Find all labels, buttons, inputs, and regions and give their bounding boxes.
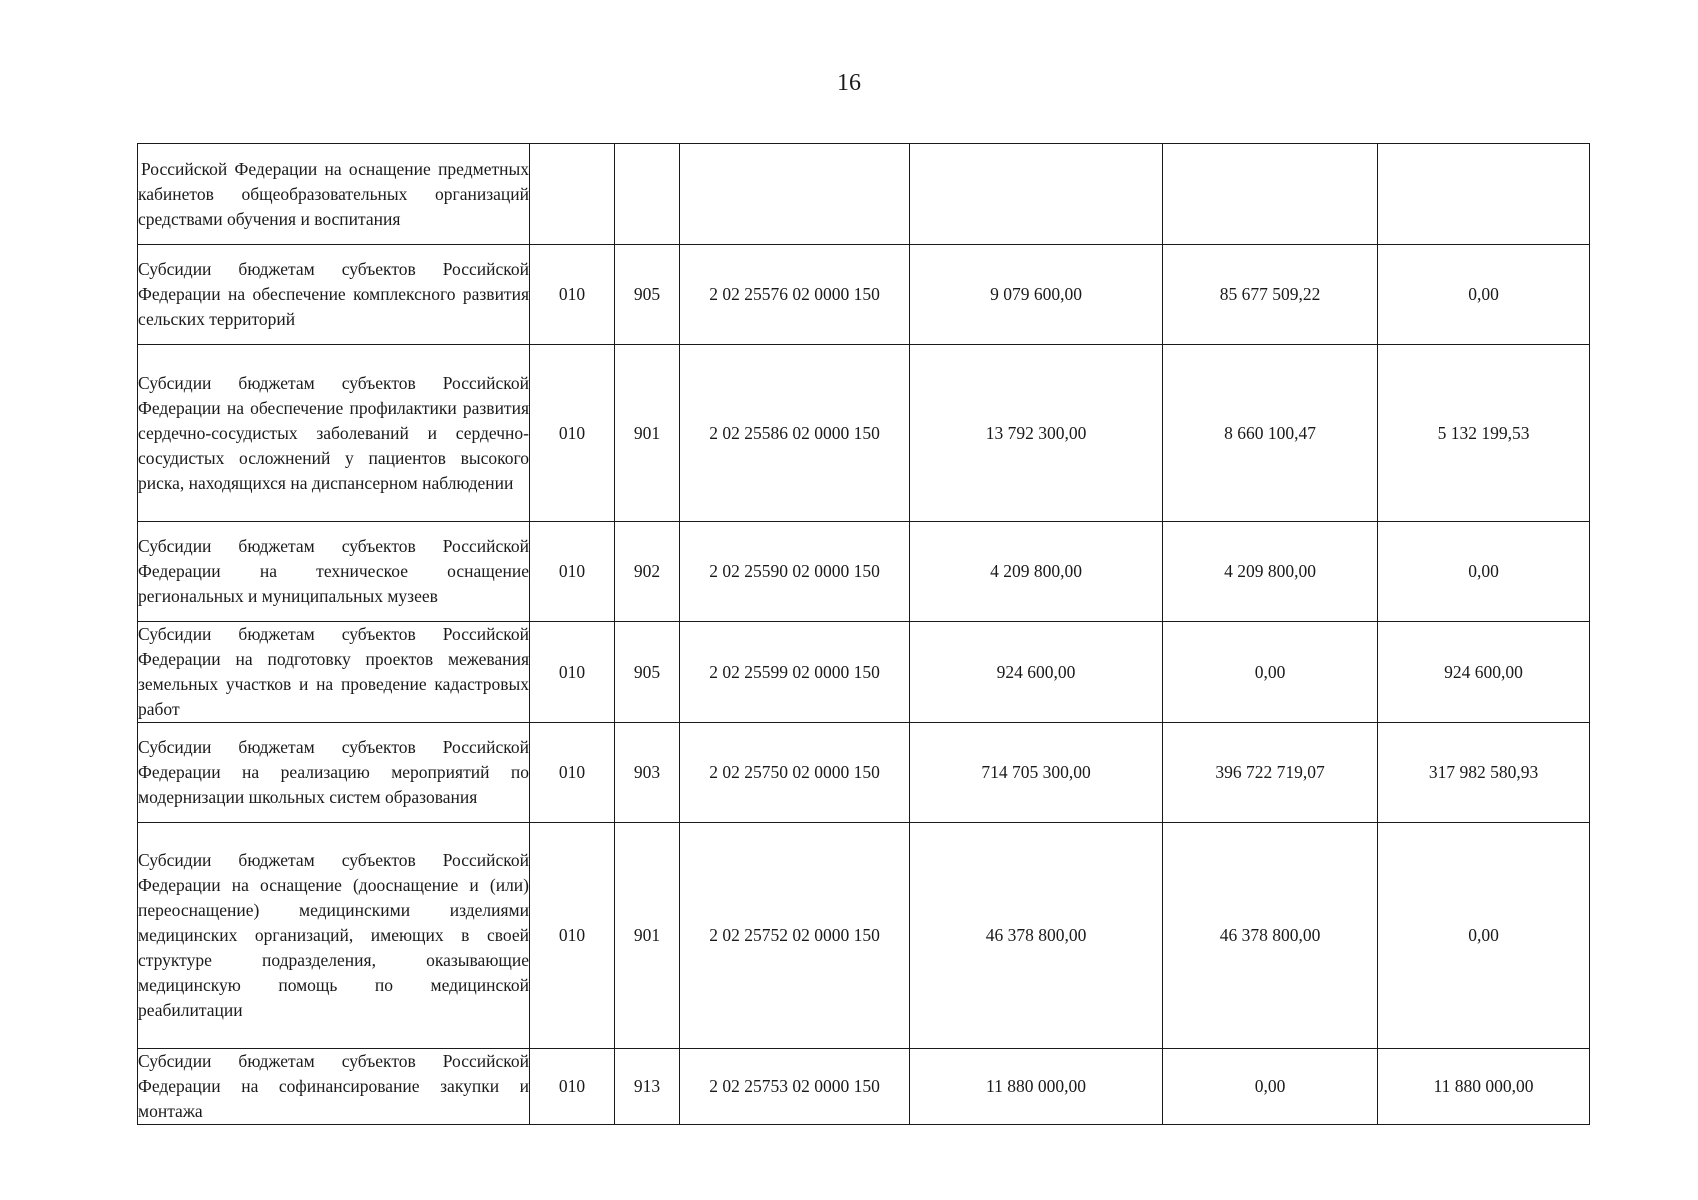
row-amount3: 5 132 199,53 (1378, 345, 1590, 522)
row-amount2: 396 722 719,07 (1163, 723, 1378, 823)
row-description: Российской Федерации на оснащение предметных кабинетов общеобразовательных организаций средствами обучения и воспитания (138, 158, 529, 229)
row-amount2: 0,00 (1163, 1049, 1378, 1125)
row-code: 2 02 25750 02 0000 150 (680, 723, 910, 823)
row-col1: 010 (530, 622, 615, 723)
row-description: Субсидии бюджетам субъектов Российской Федерации на техническое оснащение региональных и муниципальных музеев (138, 536, 529, 606)
row-amount3: 0,00 (1378, 245, 1590, 345)
row-col2: 901 (615, 345, 680, 522)
row-amount2: 4 209 800,00 (1163, 522, 1378, 622)
row-description-cell (138, 245, 530, 345)
row-col1: 010 (530, 345, 615, 522)
table-row (138, 622, 1590, 723)
row-amount3: 0,00 (1378, 522, 1590, 622)
table-row (138, 522, 1590, 622)
row-code: 2 02 25753 02 0000 150 (680, 1049, 910, 1125)
row-description: Субсидии бюджетам субъектов Российской Федерации на софинансирование закупки и монтажа (138, 1051, 529, 1121)
row-col2: 905 (615, 245, 680, 345)
row-description-cell (138, 823, 530, 1049)
row-description: Субсидии бюджетам субъектов Российской Федерации на обеспечение профилактики развития сердечно-сосудистых заболеваний и сердечно-сосудистых осложнений у пациентов высокого риска, находящихся на диспансерном наблюдении (138, 372, 529, 493)
row-description-cell (138, 1049, 530, 1125)
row-col2: 903 (615, 723, 680, 823)
row-amount3: 0,00 (1378, 823, 1590, 1049)
page-number: 16 (837, 70, 861, 96)
row-amount1: 714 705 300,00 (910, 723, 1163, 823)
row-amount2: 8 660 100,47 (1163, 345, 1378, 522)
row-col1 (530, 144, 615, 245)
row-col2: 902 (615, 522, 680, 622)
row-description: Субсидии бюджетам субъектов Российской Федерации на подготовку проектов межевания земельных участков и на проведение кадастровых работ (138, 624, 529, 719)
table-row (138, 245, 1590, 345)
row-amount2: 85 677 509,22 (1163, 245, 1378, 345)
row-amount3: 924 600,00 (1378, 622, 1590, 723)
row-description-cell (138, 345, 530, 522)
row-col1: 010 (530, 823, 615, 1049)
row-amount3: 317 982 580,93 (1378, 723, 1590, 823)
budget-table (137, 143, 1590, 1125)
table-row (138, 823, 1590, 1049)
table-row (138, 345, 1590, 522)
row-col2: 905 (615, 622, 680, 723)
row-code: 2 02 25599 02 0000 150 (680, 622, 910, 723)
row-code: 2 02 25576 02 0000 150 (680, 245, 910, 345)
row-description-cell (138, 522, 530, 622)
row-col2: 901 (615, 823, 680, 1049)
row-code (680, 144, 910, 245)
row-code: 2 02 25586 02 0000 150 (680, 345, 910, 522)
row-amount3: 11 880 000,00 (1378, 1049, 1590, 1125)
row-amount1: 13 792 300,00 (910, 345, 1163, 522)
row-amount2 (1163, 144, 1378, 245)
row-amount1 (910, 144, 1163, 245)
row-col1: 010 (530, 723, 615, 823)
row-col1: 010 (530, 522, 615, 622)
row-description-cell (138, 723, 530, 823)
row-description: Субсидии бюджетам субъектов Российской Федерации на оснащение (дооснащение и (или) переоснащение) медицинскими изделиями медицинских организаций, имеющих в своей структуре подразделения, оказывающие медицинскую помощь по медицинской реабилитации (138, 850, 529, 1020)
row-col2: 913 (615, 1049, 680, 1125)
row-col2 (615, 144, 680, 245)
row-amount1: 9 079 600,00 (910, 245, 1163, 345)
row-code: 2 02 25590 02 0000 150 (680, 522, 910, 622)
table-row (138, 1049, 1590, 1125)
row-amount1: 4 209 800,00 (910, 522, 1163, 622)
row-code: 2 02 25752 02 0000 150 (680, 823, 910, 1049)
row-amount2: 0,00 (1163, 622, 1378, 723)
row-description: Субсидии бюджетам субъектов Российской Федерации на обеспечение комплексного развития сельских территорий (138, 259, 529, 329)
row-description-cell (138, 622, 530, 723)
row-description-cell (138, 144, 530, 245)
row-amount1: 11 880 000,00 (910, 1049, 1163, 1125)
row-description: Субсидии бюджетам субъектов Российской Федерации на реализацию мероприятий по модернизации школьных систем образования (138, 737, 529, 807)
table-row (138, 723, 1590, 823)
table-row (138, 144, 1590, 245)
row-col1: 010 (530, 1049, 615, 1125)
row-amount3 (1378, 144, 1590, 245)
row-amount1: 924 600,00 (910, 622, 1163, 723)
row-col1: 010 (530, 245, 615, 345)
row-amount2: 46 378 800,00 (1163, 823, 1378, 1049)
row-amount1: 46 378 800,00 (910, 823, 1163, 1049)
